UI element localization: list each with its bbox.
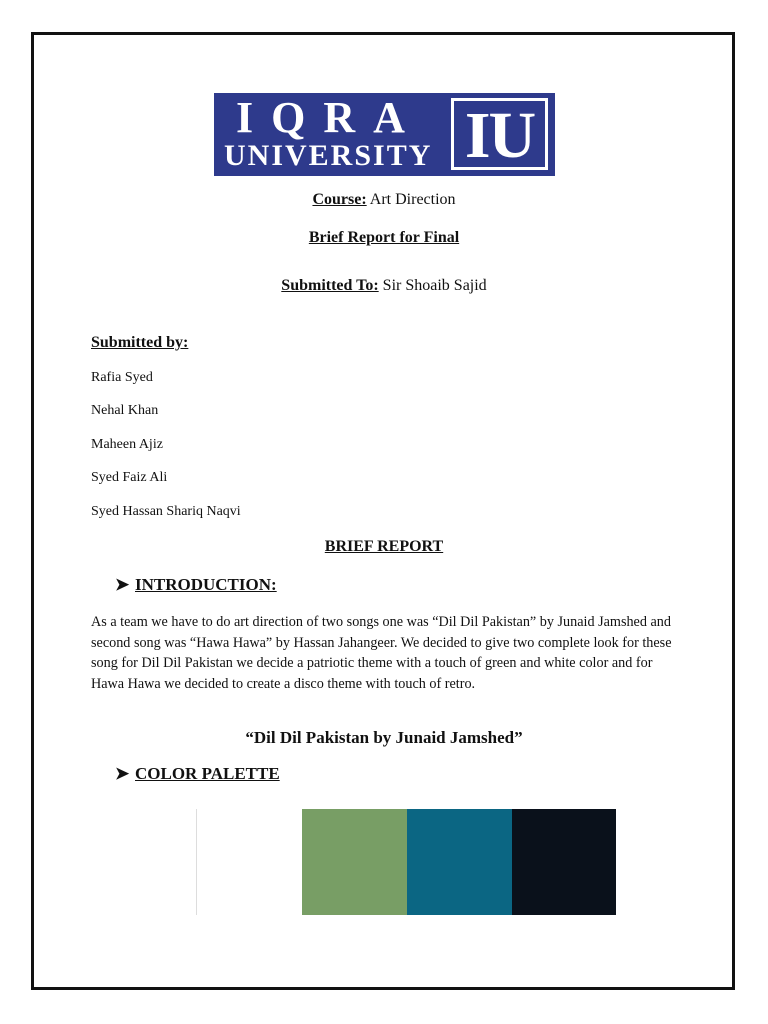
member-name: Maheen Ajiz [91, 437, 163, 452]
color-palette-label: COLOR PALETTE [135, 764, 280, 783]
course-label: Course: [312, 191, 367, 208]
report-heading-text: BRIEF REPORT [324, 538, 444, 555]
introduction-label: INTRODUCTION: [135, 575, 277, 594]
song-title: “Dil Dil Pakistan by Junaid Jamshed” [245, 728, 523, 747]
brief-title [0, 229, 768, 247]
course-line [0, 191, 768, 209]
color-swatch-green [302, 809, 407, 915]
logo-badge-iu: IU [451, 98, 548, 170]
member-name: Nehal Khan [91, 403, 159, 418]
course-value: Art Direction [366, 191, 456, 208]
report-heading [0, 538, 768, 556]
submitted-to-label: Submitted To: [281, 277, 379, 294]
brief-title-text: Brief Report for Final [308, 229, 460, 246]
submitted-to-line [0, 277, 768, 295]
logo-text-university: UNIVERSITY [224, 139, 433, 172]
color-swatch-black [512, 809, 616, 915]
university-logo [214, 93, 555, 176]
arrow-bullet-icon: ➤ [115, 764, 130, 783]
arrow-bullet-icon: ➤ [115, 575, 130, 594]
introduction-paragraph: As a team we have to do art direction of two songs one was “Dil Dil Pakistan” by Junaid Jamshed and second song was “Hawa Hawa” by Hassan Jahangeer. We decided to give two complete look for these song for Dil Dil Pakistan we decide a patriotic theme with a touch of green and white color and for Hawa Hawa we decided to create a disco theme with touch of retro. [91, 614, 672, 692]
introduction-heading [115, 575, 277, 595]
logo-text-iqra: IQRA [236, 93, 423, 142]
member-name: Syed Hassan Shariq Naqvi [91, 504, 241, 519]
submitted-to-value: Sir Shoaib Sajid [378, 277, 487, 294]
color-palette-heading [115, 764, 280, 784]
color-palette-swatches [196, 809, 616, 915]
member-name: Syed Faiz Ali [91, 470, 168, 485]
submitted-by-heading: Submitted by: [91, 334, 189, 351]
color-swatch-white [196, 809, 303, 915]
color-swatch-teal [407, 809, 512, 915]
member-name: Rafia Syed [91, 370, 153, 385]
